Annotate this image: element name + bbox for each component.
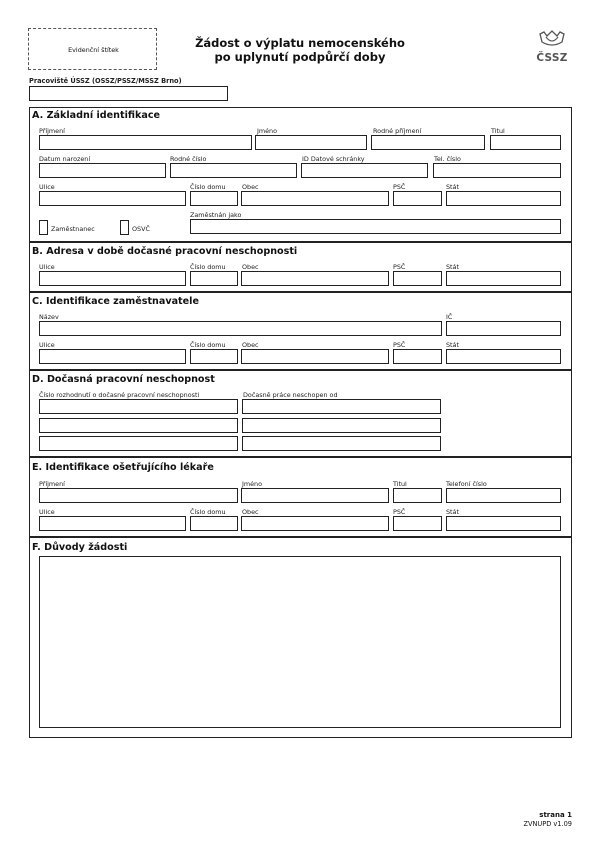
c-nazev-input[interactable] bbox=[39, 321, 442, 336]
a-jmeno-input[interactable] bbox=[255, 135, 367, 150]
d-cislo-rozhodnuti-input-1[interactable] bbox=[39, 399, 238, 414]
label-psc: PSČ bbox=[393, 508, 406, 516]
section-d-title: D. Dočasná pracovní neschopnost bbox=[32, 374, 215, 385]
c-ulice-input[interactable] bbox=[39, 349, 186, 364]
label-zamestnan-jako: Zaměstnán jako bbox=[190, 211, 242, 219]
label-neschopen-od: Dočasně práce neschopen od bbox=[243, 391, 338, 399]
a-id-ds-input[interactable] bbox=[301, 163, 428, 178]
label-stat: Stát bbox=[446, 263, 459, 271]
stamp-label: Evidenční štítek bbox=[68, 46, 119, 54]
label-titul: Titul bbox=[393, 480, 407, 488]
workplace-input[interactable] bbox=[29, 86, 228, 101]
e-titul-input[interactable] bbox=[393, 488, 442, 503]
label-stat: Stát bbox=[446, 341, 459, 349]
a-rodne-cislo-input[interactable] bbox=[170, 163, 297, 178]
d-neschopen-od-input-3[interactable] bbox=[242, 436, 441, 451]
workplace-label: Pracoviště ÚSSZ (OSSZ/PSSZ/MSSZ Brno) bbox=[29, 77, 182, 85]
e-ulice-input[interactable] bbox=[39, 516, 186, 531]
label-ulice: Ulice bbox=[39, 263, 55, 271]
label-osvc: OSVČ bbox=[132, 225, 150, 233]
label-obec: Obec bbox=[242, 183, 259, 191]
a-psc-input[interactable] bbox=[393, 191, 442, 206]
label-cislo-domu: Číslo domu bbox=[190, 341, 226, 349]
label-cislo-domu: Číslo domu bbox=[190, 508, 226, 516]
form-version: ZVNUPD v1.09 bbox=[523, 820, 572, 828]
label-zamestnanec: Zaměstnanec bbox=[51, 225, 95, 233]
osvc-checkbox[interactable] bbox=[120, 220, 129, 235]
label-rodne-cislo: Rodné číslo bbox=[170, 155, 207, 163]
d-neschopen-od-input-1[interactable] bbox=[242, 399, 441, 414]
e-prijmeni-input[interactable] bbox=[39, 488, 238, 503]
label-cislo-rozhodnuti: Číslo rozhodnutí o dočasné pracovní neschopnosti bbox=[39, 391, 200, 399]
d-cislo-rozhodnuti-input-3[interactable] bbox=[39, 436, 238, 451]
title-line-1: Žádost o výplatu nemocenského bbox=[195, 36, 405, 50]
a-rodne-prijmeni-input[interactable] bbox=[371, 135, 485, 150]
label-ulice: Ulice bbox=[39, 341, 55, 349]
a-tel-input[interactable] bbox=[433, 163, 561, 178]
e-stat-input[interactable] bbox=[446, 516, 561, 531]
label-telefon: Telefoní číslo bbox=[446, 480, 487, 488]
label-psc: PSČ bbox=[393, 341, 406, 349]
label-titul: Titul bbox=[491, 127, 505, 135]
label-ulice: Ulice bbox=[39, 183, 55, 191]
tulip-emblem-icon bbox=[531, 28, 573, 52]
document-title bbox=[170, 36, 430, 64]
section-b-title: B. Adresa v době dočasné pracovní neschopnosti bbox=[32, 246, 298, 257]
label-stat: Stát bbox=[446, 183, 459, 191]
e-telefon-input[interactable] bbox=[446, 488, 561, 503]
section-e-title: E. Identifikace ošetřujícího lékaře bbox=[32, 462, 214, 473]
label-prijmeni: Příjmení bbox=[39, 127, 65, 135]
d-cislo-rozhodnuti-input-2[interactable] bbox=[39, 418, 238, 433]
c-ic-input[interactable] bbox=[446, 321, 561, 336]
label-datum-narozeni: Datum narození bbox=[39, 155, 91, 163]
label-stat: Stát bbox=[446, 508, 459, 516]
cssz-logo bbox=[531, 28, 573, 70]
a-cislo-domu-input[interactable] bbox=[190, 191, 238, 206]
label-psc: PSČ bbox=[393, 183, 406, 191]
label-ic: IČ bbox=[446, 313, 453, 321]
b-stat-input[interactable] bbox=[446, 271, 561, 286]
a-datum-narozeni-input[interactable] bbox=[39, 163, 166, 178]
label-nazev: Název bbox=[39, 313, 59, 321]
b-obec-input[interactable] bbox=[241, 271, 389, 286]
c-cislo-domu-input[interactable] bbox=[190, 349, 238, 364]
section-c-title: C. Identifikace zaměstnavatele bbox=[32, 296, 199, 307]
label-cislo-domu: Číslo domu bbox=[190, 183, 226, 191]
c-stat-input[interactable] bbox=[446, 349, 561, 364]
a-titul-input[interactable] bbox=[490, 135, 561, 150]
d-neschopen-od-input-2[interactable] bbox=[242, 418, 441, 433]
a-zamestnan-jako-input[interactable] bbox=[190, 219, 561, 234]
section-a-title: A. Základní identifikace bbox=[32, 110, 161, 121]
f-duvody-textarea[interactable] bbox=[39, 556, 561, 728]
a-stat-input[interactable] bbox=[446, 191, 561, 206]
e-psc-input[interactable] bbox=[393, 516, 442, 531]
label-id-ds: ID Datové schránky bbox=[302, 155, 365, 163]
label-obec: Obec bbox=[242, 263, 259, 271]
label-prijmeni: Příjmení bbox=[39, 480, 65, 488]
label-jmeno: Jméno bbox=[242, 480, 263, 488]
a-ulice-input[interactable] bbox=[39, 191, 186, 206]
label-obec: Obec bbox=[242, 508, 259, 516]
e-jmeno-input[interactable] bbox=[241, 488, 389, 503]
title-line-2: po uplynutí podpůrčí doby bbox=[214, 50, 386, 64]
label-psc: PSČ bbox=[393, 263, 406, 271]
label-rodne-prijmeni: Rodné příjmení bbox=[373, 127, 422, 135]
section-f-title: F. Důvody žádosti bbox=[32, 542, 128, 553]
c-psc-input[interactable] bbox=[393, 349, 442, 364]
b-cislo-domu-input[interactable] bbox=[190, 271, 238, 286]
label-ulice: Ulice bbox=[39, 508, 55, 516]
c-obec-input[interactable] bbox=[241, 349, 389, 364]
label-tel: Tel. číslo bbox=[434, 155, 461, 163]
evidence-stamp-box bbox=[28, 28, 157, 70]
zamestnanec-checkbox[interactable] bbox=[39, 220, 48, 235]
b-psc-input[interactable] bbox=[393, 271, 442, 286]
page-number: strana 1 bbox=[539, 811, 572, 819]
label-obec: Obec bbox=[242, 341, 259, 349]
e-obec-input[interactable] bbox=[241, 516, 389, 531]
e-cislo-domu-input[interactable] bbox=[190, 516, 238, 531]
a-prijmeni-input[interactable] bbox=[39, 135, 252, 150]
logo-text: ČSSZ bbox=[536, 52, 568, 64]
b-ulice-input[interactable] bbox=[39, 271, 186, 286]
label-cislo-domu: Číslo domu bbox=[190, 263, 226, 271]
a-obec-input[interactable] bbox=[241, 191, 389, 206]
label-jmeno: Jméno bbox=[257, 127, 278, 135]
